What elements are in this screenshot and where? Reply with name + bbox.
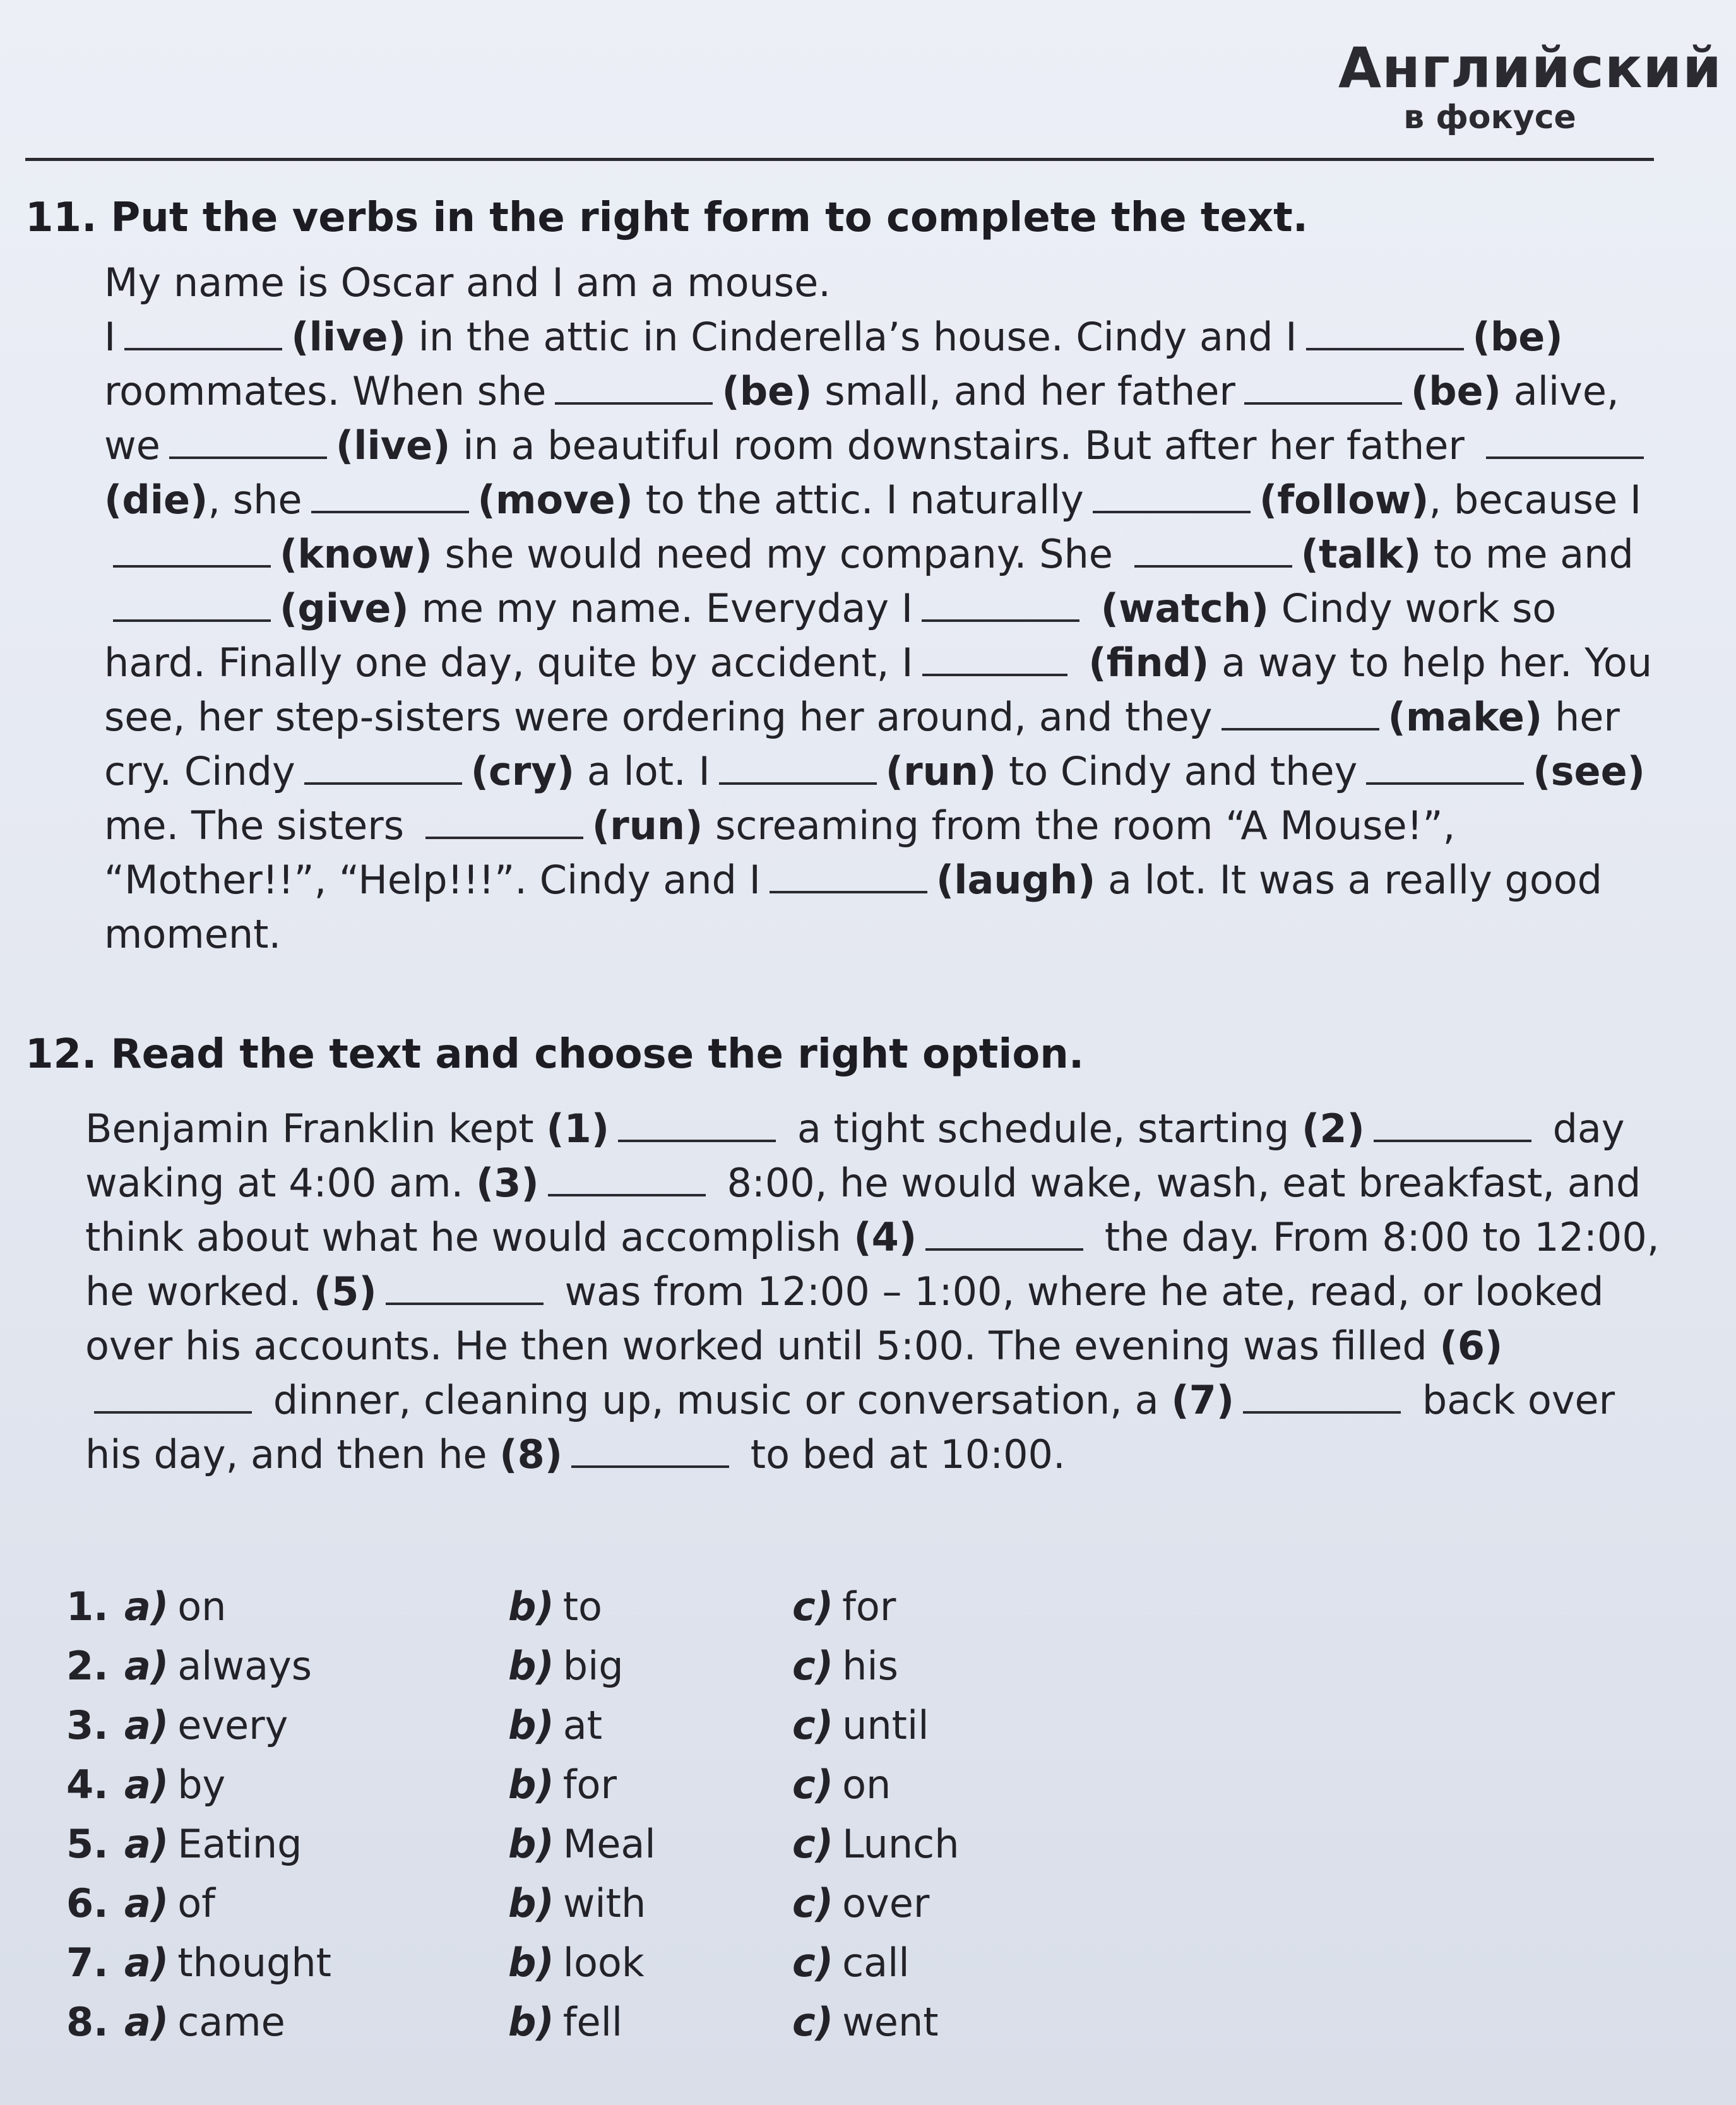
verb-prompt: (be) (1472, 314, 1563, 360)
text-segment: dinner, cleaning up, music or conversation, a (273, 1377, 1159, 1423)
text-segment: the day. From 8:00 to 12:00, he worked. (85, 1214, 1660, 1315)
option-c[interactable] (792, 1638, 898, 1695)
option-a[interactable] (124, 1994, 285, 2051)
option-text: over (842, 1880, 930, 1926)
text-segment: 8:00, he would wake, wash, eat breakfast, and think about what he would accomplish (85, 1160, 1641, 1260)
option-number: 1. (66, 1583, 109, 1630)
publisher-logo (1338, 35, 1722, 136)
option-c[interactable] (792, 1756, 891, 1813)
verb-prompt: (run) (592, 802, 703, 849)
text-segment: alive, we (104, 368, 1619, 468)
option-text: always (177, 1643, 312, 1689)
text-segment: My name is Oscar and I am a mouse. (104, 259, 831, 306)
answer-blank[interactable] (1222, 690, 1379, 730)
option-letter: b) (508, 1702, 554, 1748)
option-b[interactable] (508, 1816, 656, 1873)
text-segment: a lot. It was a really good moment. (104, 857, 1603, 957)
option-letter: a) (124, 1880, 169, 1926)
option-letter: c) (792, 1940, 834, 1986)
exercise-11-number: 11. (25, 194, 97, 241)
verb-prompt: (laugh) (936, 857, 1096, 903)
answer-blank[interactable] (425, 799, 583, 839)
option-text: with (562, 1880, 646, 1926)
option-text: on (177, 1583, 227, 1630)
option-text: Eating (177, 1821, 302, 1867)
exercise-12-instruction: Read the text and choose the right option. (110, 1031, 1085, 1078)
text-segment: she would need my company. She (444, 531, 1113, 577)
option-text: came (177, 1999, 285, 2045)
option-text: for (562, 1762, 617, 1808)
answer-blank[interactable] (1366, 744, 1524, 785)
verb-prompt: (cry) (470, 748, 575, 794)
option-b[interactable] (508, 1875, 646, 1932)
option-c[interactable] (792, 1875, 929, 1932)
answer-blank[interactable] (618, 1102, 776, 1142)
text-segment: me. The sisters (104, 802, 405, 849)
option-b[interactable] (508, 1935, 645, 1991)
answer-blank[interactable] (925, 1210, 1083, 1251)
verb-prompt: (be) (1410, 368, 1501, 414)
option-number: 2. (66, 1643, 109, 1689)
option-b[interactable] (508, 1697, 602, 1754)
option-letter: c) (792, 1643, 834, 1689)
verb-prompt: (move) (477, 477, 633, 523)
option-c[interactable] (792, 1697, 929, 1754)
text-segment: a tight schedule, starting (797, 1106, 1290, 1152)
verb-prompt: (follow) (1259, 477, 1429, 523)
option-text: went (842, 1999, 939, 2045)
option-number: 6. (66, 1880, 109, 1926)
answer-blank[interactable] (1134, 527, 1292, 568)
option-c[interactable] (792, 1935, 910, 1991)
option-text: thought (177, 1940, 331, 1986)
answer-blank[interactable] (304, 744, 462, 785)
verb-prompt: (make) (1388, 694, 1543, 740)
gap-number: (4) (853, 1214, 917, 1260)
gap-number: (5) (313, 1268, 377, 1315)
answer-blank[interactable] (719, 744, 877, 785)
option-text: on (842, 1762, 891, 1808)
option-text: look (562, 1940, 645, 1986)
option-number: 8. (66, 1999, 109, 2045)
option-letter: a) (124, 1583, 169, 1630)
option-letter: b) (508, 1999, 554, 2045)
option-row (66, 1638, 1139, 1697)
option-letter: b) (508, 1643, 554, 1689)
option-b[interactable] (508, 1638, 624, 1695)
option-text: until (842, 1702, 929, 1748)
exercise-11-text (104, 256, 1670, 962)
text-segment: Benjamin Franklin kept (85, 1106, 534, 1152)
text-segment: was from 12:00 – 1:00, where he ate, read, or looked over his accounts. He then worked until 5:00. The evening was filled (85, 1268, 1604, 1369)
option-a[interactable] (124, 1816, 302, 1873)
option-row (66, 1578, 1139, 1638)
text-segment: back over his day, and then he (85, 1377, 1615, 1477)
verb-prompt: (live) (291, 314, 406, 360)
answer-blank[interactable] (571, 1428, 729, 1468)
option-row (66, 1935, 1139, 1994)
option-letter: c) (792, 1702, 834, 1748)
option-number: 3. (66, 1702, 109, 1748)
option-letter: a) (124, 1702, 169, 1748)
gap-number: (2) (1302, 1106, 1365, 1152)
option-letter: b) (508, 1940, 554, 1986)
option-letter: b) (508, 1880, 554, 1926)
option-number: 5. (66, 1821, 109, 1867)
text-segment: small, and her father (824, 368, 1235, 414)
verb-prompt: (live) (335, 422, 451, 468)
answer-blank[interactable] (548, 1156, 706, 1196)
text-segment: a lot. I (586, 748, 710, 794)
option-a[interactable] (124, 1697, 288, 1754)
verb-prompt: (find) (1088, 640, 1210, 686)
option-text: of (177, 1880, 215, 1926)
answer-blank[interactable] (1374, 1102, 1531, 1142)
verb-prompt: (talk) (1300, 531, 1422, 577)
text-segment: to the attic. I naturally (645, 477, 1084, 523)
answer-blank[interactable] (386, 1265, 544, 1305)
option-number: 7. (66, 1940, 109, 1986)
text-segment: I (104, 314, 116, 360)
option-c[interactable] (792, 1578, 896, 1635)
answer-blank[interactable] (1244, 364, 1402, 405)
option-row (66, 1756, 1139, 1816)
option-letter: a) (124, 1999, 169, 2045)
answer-blank[interactable] (113, 527, 271, 568)
option-letter: c) (792, 1999, 834, 2045)
option-text: big (562, 1643, 624, 1689)
option-text: Meal (562, 1821, 656, 1867)
option-c[interactable] (792, 1816, 960, 1873)
answer-blank[interactable] (113, 581, 271, 622)
option-text: fell (562, 1999, 623, 2045)
option-text: call (842, 1940, 910, 1986)
option-text: at (562, 1702, 603, 1748)
answer-blank[interactable] (94, 1373, 252, 1414)
option-letter: b) (508, 1762, 554, 1808)
verb-prompt: (die) (104, 477, 208, 523)
option-a[interactable] (124, 1756, 225, 1813)
answer-options (66, 1578, 1139, 2053)
option-row (66, 1875, 1139, 1935)
exercise-11-instruction: Put the verbs in the right form to complete the text. (110, 194, 1309, 241)
option-letter: a) (124, 1821, 169, 1867)
text-segment: to me and (1433, 531, 1634, 577)
exercise-12-title (25, 1029, 1084, 1080)
option-a[interactable] (124, 1875, 215, 1932)
verb-prompt: (run) (885, 748, 997, 794)
text-segment: day waking at 4:00 am. (85, 1106, 1625, 1206)
text-segment: Cindy work so hard. Finally one day, quite by accident, I (104, 585, 1557, 686)
verb-prompt: (know) (280, 531, 432, 577)
option-b[interactable] (508, 1994, 622, 2051)
verb-prompt: (see) (1533, 748, 1645, 794)
verb-prompt: (be) (722, 368, 812, 414)
option-letter: c) (792, 1762, 834, 1808)
answer-blank[interactable] (922, 581, 1079, 622)
text-segment: screaming from the room “A Mouse!”, “Mother!!”, “Help!!!”. Cindy and I (104, 802, 1456, 903)
option-row (66, 1697, 1139, 1756)
gap-number: (8) (499, 1431, 563, 1477)
answer-blank[interactable] (555, 364, 713, 405)
answer-blank[interactable] (311, 473, 469, 513)
exercise-12-number: 12. (25, 1031, 97, 1078)
gap-number: (1) (546, 1106, 610, 1152)
option-letter: a) (124, 1643, 169, 1689)
option-row (66, 1816, 1139, 1875)
option-text: every (177, 1702, 288, 1748)
answer-blank[interactable] (169, 419, 327, 459)
answer-blank[interactable] (1306, 310, 1464, 350)
logo-main-text: Английский (1338, 35, 1722, 100)
option-a[interactable] (124, 1578, 226, 1635)
option-text: for (842, 1583, 896, 1630)
exercise-12-text (85, 1102, 1676, 1482)
answer-blank[interactable] (1243, 1373, 1401, 1414)
option-text: his (842, 1643, 898, 1689)
option-number: 4. (66, 1762, 109, 1808)
answer-blank[interactable] (1486, 419, 1644, 459)
option-letter: c) (792, 1821, 834, 1867)
option-b[interactable] (508, 1756, 617, 1813)
option-a[interactable] (124, 1638, 312, 1695)
exercise-11-title (25, 193, 1308, 243)
text-segment: to bed at 10:00. (750, 1431, 1066, 1477)
option-row (66, 1994, 1139, 2053)
option-b[interactable] (508, 1578, 602, 1635)
option-c[interactable] (792, 1994, 939, 2051)
answer-blank[interactable] (922, 636, 1067, 676)
gap-number: (6) (1439, 1323, 1503, 1369)
option-text: Lunch (842, 1821, 960, 1867)
answer-blank[interactable] (1093, 473, 1251, 513)
answer-blank[interactable] (770, 853, 927, 893)
option-text: by (177, 1762, 226, 1808)
text-segment: in the attic in Cinderella’s house. Cindy and I (418, 314, 1297, 360)
gap-number: (7) (1171, 1377, 1235, 1423)
verb-prompt: (watch) (1100, 585, 1269, 631)
text-segment: me my name. Everyday I (421, 585, 913, 631)
text-segment: to Cindy and they (1008, 748, 1358, 794)
gap-number: (3) (475, 1160, 539, 1206)
text-segment: , she (208, 477, 302, 523)
text-segment: , because I (1429, 477, 1642, 523)
text-segment: roommates. When she (104, 368, 547, 414)
text-segment: a way to help her. You see, her step-sisters were ordering her around, and they (104, 640, 1653, 740)
option-letter: a) (124, 1940, 169, 1986)
option-letter: b) (508, 1583, 554, 1630)
verb-prompt: (give) (280, 585, 409, 631)
option-letter: b) (508, 1821, 554, 1867)
text-segment: in a beautiful room downstairs. But after her father (463, 422, 1465, 468)
option-text: to (562, 1583, 602, 1630)
option-a[interactable] (124, 1935, 331, 1991)
answer-blank[interactable] (124, 310, 282, 350)
header-divider (25, 158, 1654, 161)
option-letter: a) (124, 1762, 169, 1808)
text-segment: her cry. Cindy (104, 694, 1620, 794)
option-letter: c) (792, 1880, 834, 1926)
logo-sub-text: в фокусе (1403, 98, 1576, 136)
option-letter: c) (792, 1583, 834, 1630)
